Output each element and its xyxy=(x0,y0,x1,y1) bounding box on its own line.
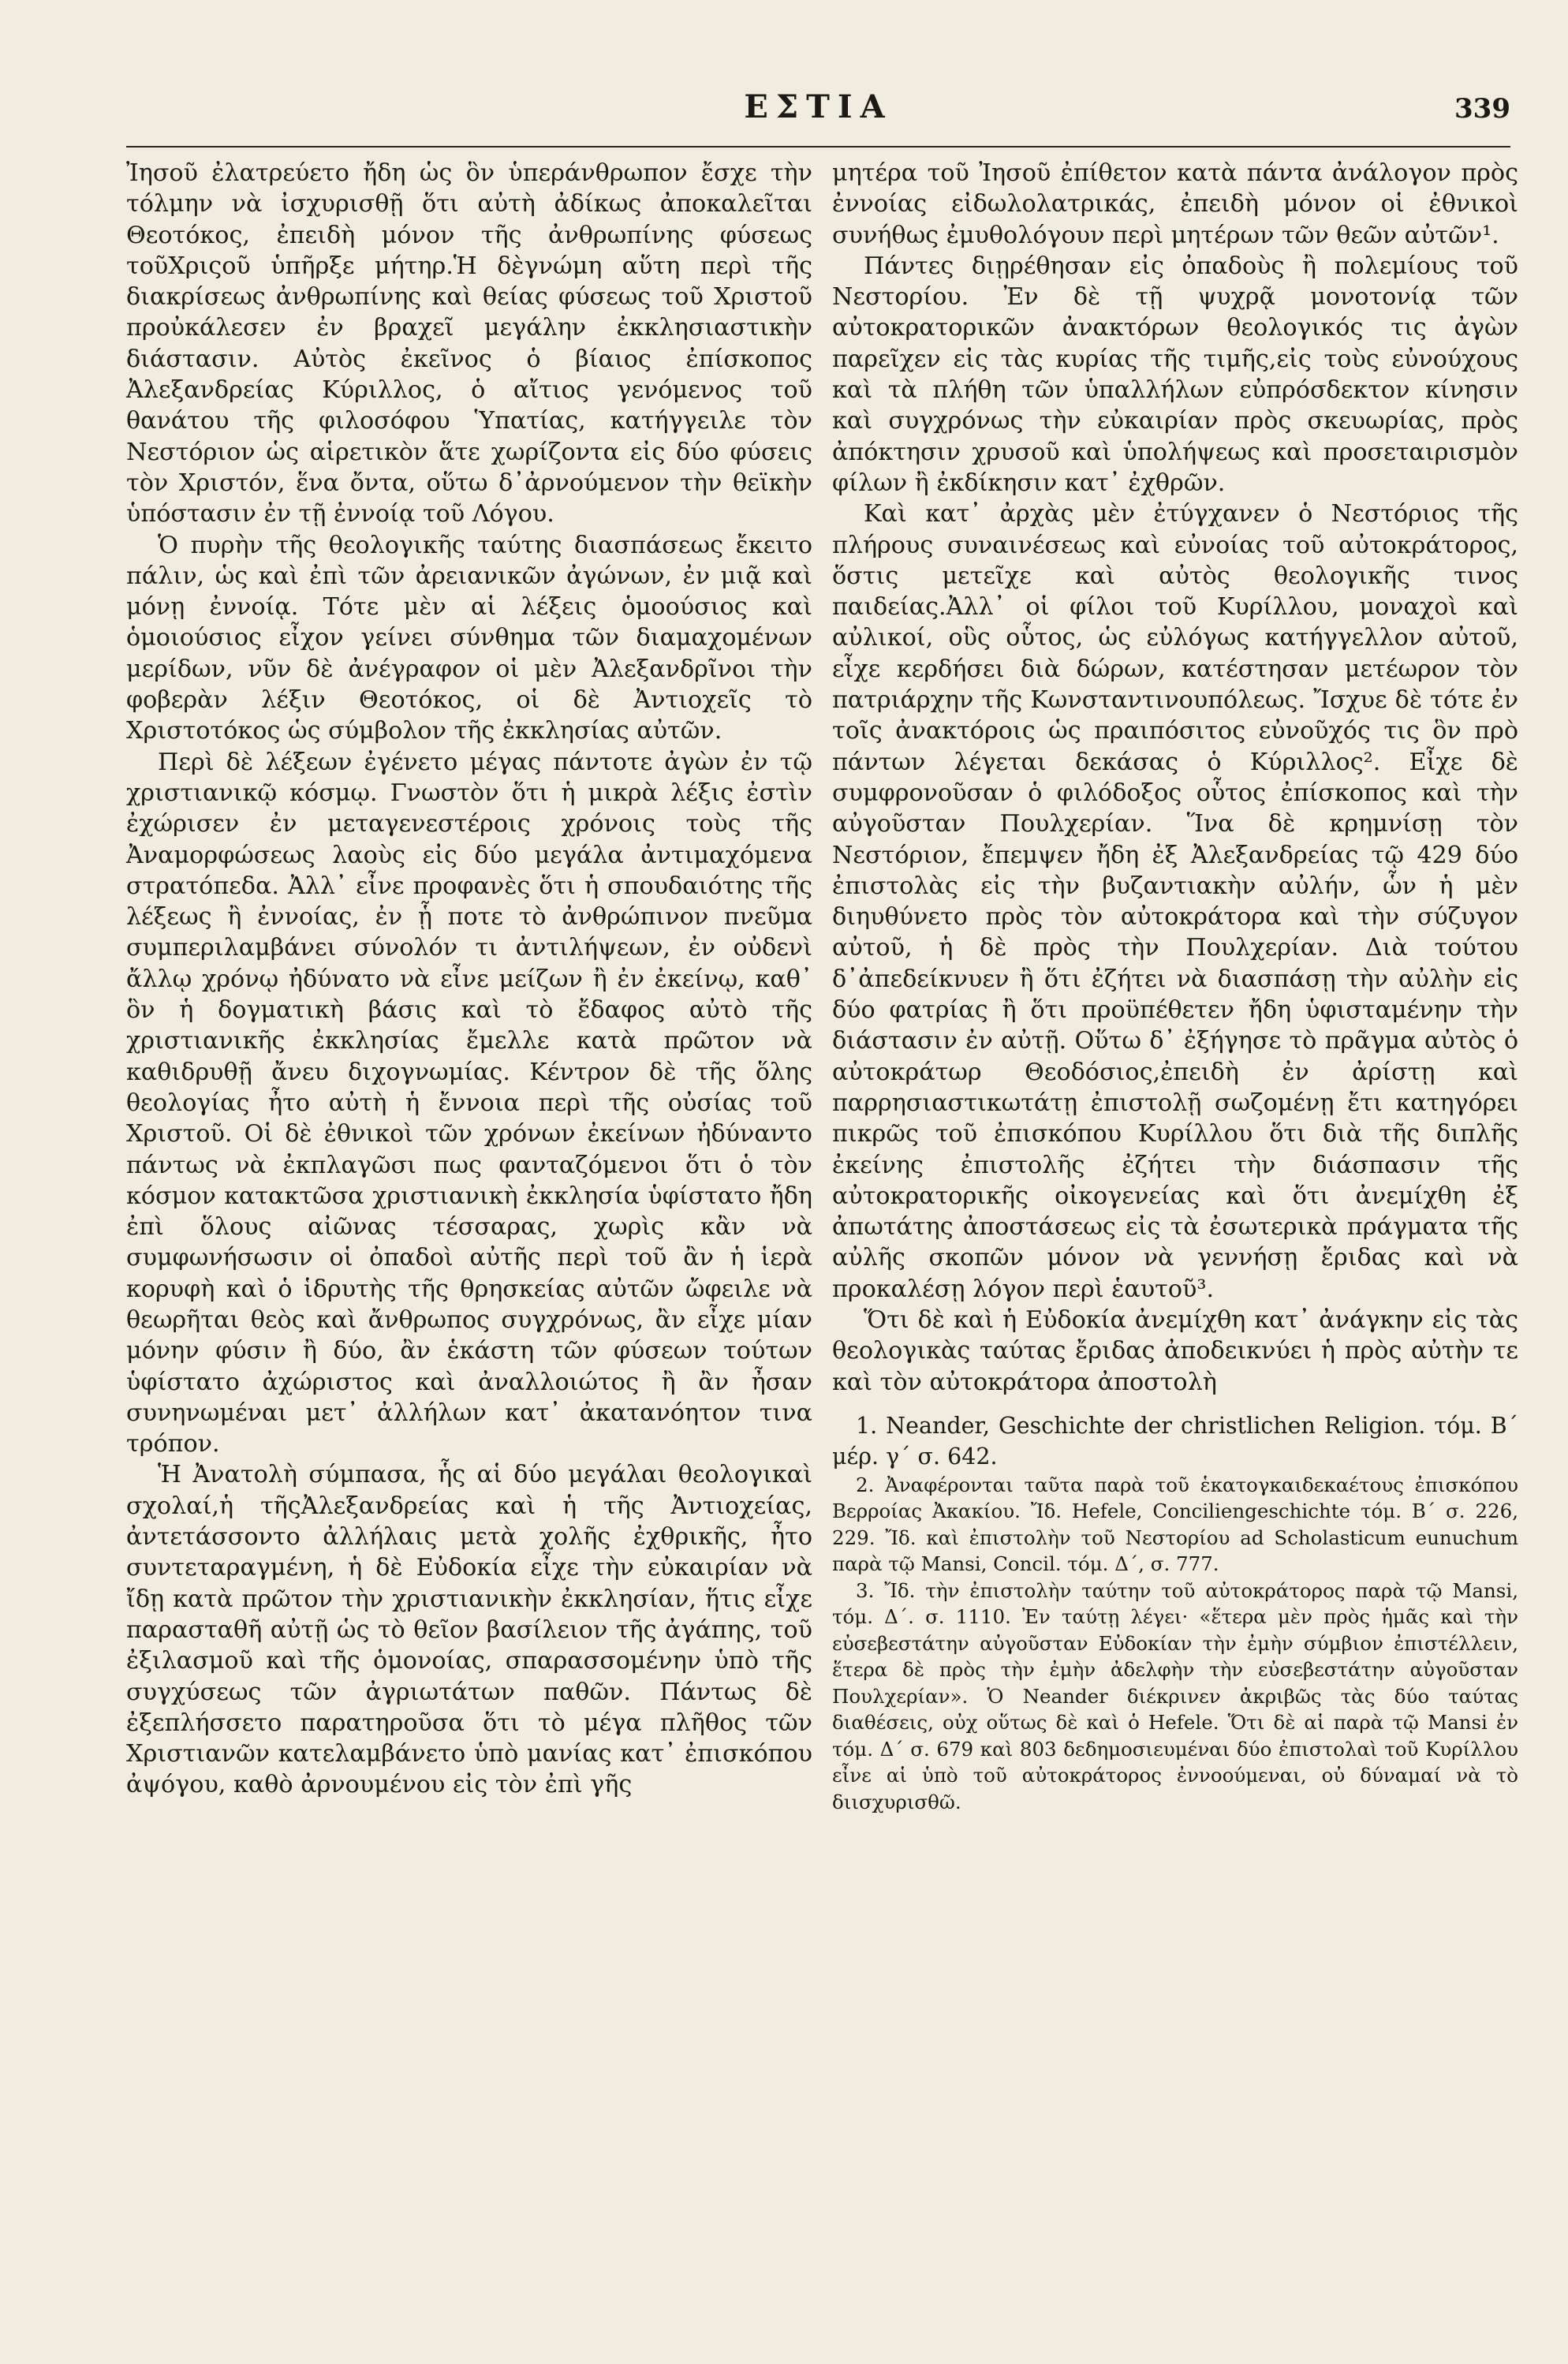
paragraph: μητέρα τοῦ Ἰησοῦ ἐπίθετον κατὰ πάντα ἀνάλογον πρὸς ἐννοίας εἰδωλολατρικάς, ἐπειδὴ μόνον οἱ ἐθνικοὶ συνήθως ἐμυθολόγουν περὶ μητέρων τῶν θεῶν αὐτῶν¹. xyxy=(832,159,1518,249)
paragraph: Ἡ Ἀνατολὴ σύμπασα, ἧς αἱ δύο μεγάλαι θεολογικαὶ σχολαί,ἡ τῆςἈλεξανδρείας καὶ ἡ τῆς Ἀντιοχείας, ἀντετάσσοντο ἀλλήλαις μετὰ χολῆς ἐχθρικῆς, ἦτο συντεταραγμένη, ἡ δὲ Εὐδοκία εἶχε τὴν εὐκαιρίαν νὰ ἴδῃ κατὰ πρῶτον τὴν χριστιανικὴν ἐκκλησίαν, ἥτις εἶχε παρασταθῆ αὐτῇ ὡς τὸ θεῖον βασίλειον τῆς ἀγάπης, τοῦ ἐξιλασμοῦ καὶ τῆς ὁμονοίας, σπαρασσομένην ὑπὸ τῆς συγχύσεως τῶν ἀγριωτάτων παθῶν. Πάντως δὲ ἐξεπλήσσετο παρατηροῦσα ὅτι τὸ μέγα πλῆθος τῶν Χριστιανῶν κατελαμβάνετο ὑπὸ μανίας κατ᾽ ἐπισκόπου ἀψόγου, καθὸ ἀρνουμένου εἰς τὸν ἐπὶ γῆς xyxy=(126,1461,812,1799)
paragraph: Καὶ κατ᾽ ἀρχὰς μὲν ἐτύγχανεν ὁ Νεστόριος τῆς πλήρους συναινέσεως καὶ εὐνοίας τοῦ αὐτοκράτορος, ὅστις μετεῖχε καὶ αὐτὸς θεολογικῆς τινος παιδείας.Ἀλλ᾽ οἱ φίλοι τοῦ Κυρίλλου, μοναχοὶ καὶ αὐλικοί, οὓς οὗτος, ὡς εὐλόγως κατήγγελλον αὐτοῦ, εἶχε κερδήσει διὰ δώρων, κατέστησαν μετέωρον τὸν πατριάρχην τῆς Κωνσταντινουπόλεως. Ἴσχυε δὲ τότε ἐν τοῖς ἀνακτόροις ὡς πραιπόσιτος εὐνοῦχός τις ὃν πρὸ πάντων λέγεται δεκάσας ὁ Κύριλλος². Εἶχε δὲ συμφρονοῦσαν ὁ φιλόδοξος οὗτος ἐπίσκοπος καὶ τὴν αὐγοῦσταν Πουλχερίαν. Ἵνα δὲ κρημνίσῃ τὸν Νεστόριον, ἔπεμψεν ἤδη ἐξ Ἀλεξανδρείας τῷ 429 δύο ἐπιστολὰς εἰς τὴν βυζαντιακὴν αὐλήν, ὧν ἡ μὲν διηυθύνετο πρὸς τὸν αὐτοκράτορα καὶ τὴν σύζυγον αὐτοῦ, ἡ δὲ πρὸς τὴν Πουλχερίαν. Διὰ τούτου δ᾽ἀπεδείκνυεν ἢ ὅτι ἐζήτει νὰ διασπάσῃ τὴν αὐλὴν εἰς δύο φατρίας ἢ ὅτι προϋπέθετεν ἤδη ὑφισταμένην τὴν διάστασιν ἐν αὐτῇ. Οὕτω δ᾽ ἐξήγησε τὸ πρᾶγμα αὐτὸς ὁ αὐτοκράτωρ Θεοδόσιος,ἐπειδὴ ἐν ἀρίστῃ καὶ παρρησιαστικωτάτῃ ἐπιστολῇ σωζομένῃ ἔτι κατηγόρει πικρῶς τοῦ ἐπισκόπου Κυρίλλου ὅτι διὰ τῆς διπλῆς ἐκείνης ἐπιστολῆς ἐζήτει τὴν διάσπασιν τῆς αὐτοκρατορικῆς οἰκογενείας καὶ ὅτι ἀνεμίχθη ἐξ ἀπωτάτης ἀποστάσεως εἰς τὰ ἐσωτερικὰ πράγματα τῆς αὐλῆς σκοπῶν μόνον νὰ γεννήσῃ ἔριδας καὶ νὰ προκαλέσῃ λόγον περὶ ἑαυτοῦ³. xyxy=(832,500,1518,1303)
journal-title: ΕΣΤΙΑ xyxy=(744,88,893,125)
paragraph: Πάντες διῃρέθησαν εἰς ὀπαδοὺς ἢ πολεμίους τοῦ Νεστορίου. Ἐν δὲ τῇ ψυχρᾷ μονοτονίᾳ τῶν αὐτοκρατορικῶν ἀνακτόρων θεολογικός τις ἀγὼν παρεῖχεν εἰς τὰς κυρίας τῆς τιμῆς,εἰς τοὺς εὐνούχους καὶ τὰ πλήθη τῶν ὑπαλλήλων εὐπρόσδεκτον κίνησιν καὶ συγχρόνως τὴν εὐκαιρίαν πρὸς σκευωρίας, πρὸς ἀπόκτησιν χρυσοῦ καὶ ὑπολήψεως καὶ προσεταιρισμὸν φίλων ἢ ἐκδίκησιν κατ᾽ ἐχθρῶν. xyxy=(832,252,1518,497)
right-column xyxy=(832,158,1518,1815)
footnote: 2. Ἀναφέρονται ταῦτα παρὰ τοῦ ἑκατογκαιδεκαέτους ἐπισκόπου Βερροίας Ἀκακίου. Ἴδ. Hefele, Conciliengeschichte τόμ. Β´ σ. 226, 229. Ἴδ. καὶ ἐπιστολὴν τοῦ Νεστορίου ad Scholasticum eunuchum παρὰ τῷ Mansi, Concil. τόμ. Δ´, σ. 777. xyxy=(832,1473,1518,1576)
footnote: 3. Ἴδ. τὴν ἐπιστολὴν ταύτην τοῦ αὐτοκράτορος παρὰ τῷ Mansi, τόμ. Δ´. σ. 1110. Ἐν ταύτῃ λέγει· «ἕτερα μὲν πρὸς ἡμᾶς καὶ τὴν εὐσεβεστάτην αὐγοῦσταν Εὐδοκίαν τὴν ἐμὴν σύμβιον ἐπιστέλλειν, ἕτερα δὲ πρὸς τὴν ἐμὴν ἀδελφὴν τὴν εὐσεβεστάτην αὐγοῦσταν Πουλχερίαν». Ὁ Neander διέκρινεν ἀκριβῶς τὰς δύο ταύτας διαθέσεις, οὐχ οὕτως δὲ καὶ ὁ Hefele. Ὅτι δὲ αἱ παρὰ τῷ Mansi ἐν τόμ. Δ´ σ. 679 καὶ 803 δεδημοσιευμέναι δύο ἐπιστολαὶ τοῦ Κυρίλλου εἶνε αἱ ὑπὸ τοῦ αὐτοκράτορος ἐννοούμεναι, οὐ δύναμαί νὰ τὸ διισχυρισθῶ. xyxy=(832,1578,1518,1813)
footnote: 1. Neander, Geschichte der christlichen Religion. τόμ. Β´ μέρ. γ´ σ. 642. xyxy=(832,1412,1518,1470)
header-rule xyxy=(126,146,1510,148)
paragraph: Περὶ δὲ λέξεων ἐγένετο μέγας πάντοτε ἀγὼν ἐν τῷ χριστιανικῷ κόσμῳ. Γνωστὸν ὅτι ἡ μικρὰ λέξις ἐστὶν ἐχώρισεν ἐν μεταγενεστέροις χρόνοις τοὺς τῆς Ἀναμορφώσεως λαοὺς εἰς δύο μεγάλα ἀντιμαχόμενα στρατόπεδα. Ἀλλ᾽ εἶνε προφανὲς ὅτι ἡ σπουδαιότης τῆς λέξεως ἢ ἐννοίας, ἐν ᾗ ποτε τὸ ἀνθρώπινον πνεῦμα συμπεριλαμβάνει σύνολόν τι ἀντιλήψεων, ἐν οὐδενὶ ἄλλῳ χρόνῳ ἠδύνατο νὰ εἶνε μείζων ἢ ἐν ἐκείνῳ, καθ᾽ ὃν ἡ δογματικὴ βάσις καὶ τὸ ἔδαφος αὐτὸ τῆς χριστιανικῆς ἐκκλησίας ἔμελλε κατὰ πρῶτον νὰ καθιδρυθῇ ἄνευ διχογνωμίας. Κέντρον δὲ τῆς ὅλης θεολογίας ἦτο αὐτὴ ἡ ἔννοια περὶ τῆς οὐσίας τοῦ Χριστοῦ. Οἱ δὲ ἐθνικοὶ τῶν χρόνων ἐκείνων ἠδύναντο πάντως νὰ ἐκπλαγῶσι πως φανταζόμενοι ὅτι ὁ τὸν κόσμον κατακτῶσα χριστιανικὴ ἐκκλησία ὑφίστατο ἤδη ἐπὶ ὅλους αἰῶνας τέσσαρας, χωρὶς κἂν νὰ συμφωνήσωσιν οἱ ὀπαδοὶ αὐτῆς περὶ τοῦ ἂν ἡ ἱερὰ κορυφὴ καὶ ὁ ἱδρυτὴς τῆς θρησκείας αὐτῶν ὤφειλε νὰ θεωρῆται θεὸς καὶ ἄνθρωπος συγχρόνως, ἂν εἶχε μίαν μόνην φύσιν ἢ δύο, ἂν ἑκάστη τῶν φύσεων τούτων ὑφίστατο ἀχώριστος καὶ ἀναλλοιώτος ἢ ἂν ἦσαν συνηνωμέναι μετ᾽ ἀλλήλων κατ᾽ ἀκατανόητον τινα τρόπον. xyxy=(126,748,812,1458)
left-column xyxy=(126,158,812,1801)
paragraph: Ὅτι δὲ καὶ ἡ Εὐδοκία ἀνεμίχθη κατ᾽ ἀνάγκην εἰς τὰς θεολογικὰς ταύτας ἔριδας ἀποδεικνύει ἡ πρὸς αὐτὴν τε καὶ τὸν αὐτοκράτορα ἀποστολὴ xyxy=(832,1305,1518,1396)
paragraph: Ὁ πυρὴν τῆς θεολογικῆς ταύτης διασπάσεως ἔκειτο πάλιν, ὡς καὶ ἐπὶ τῶν ἀρειανικῶν ἀγώνων, ἐν μιᾷ καὶ μόνῃ ἐννοίᾳ. Τότε μὲν αἱ λέξεις ὁμοούσιος καὶ ὁμοιούσιος εἶχον γείνει σύνθημα τῶν διαμαχομένων μερίδων, νῦν δὲ ἀνέγραφον οἱ μὲν Ἀλεξανδρῖνοι τὴν φοβερὰν λέξιν Θεοτόκος, οἱ δὲ Ἀντιοχεῖς τὸ Χριστοτόκος ὡς σύμβολον τῆς ἐκκλησίας αὐτῶν. xyxy=(126,531,812,745)
page-number: 339 xyxy=(1454,93,1510,125)
paragraph: Ἰησοῦ ἐλατρεύετο ἤδη ὡς ὃν ὑπεράνθρωπον ἔσχε τὴν τόλμην νὰ ἰσχυρισθῇ ὅτι αὐτὴ ἀδίκως ἀποκαλεῖται Θεοτόκος, ἐπειδὴ μόνον τῆς ἀνθρωπίνης φύσεως τοῦΧριςοῦ ὑπῆρξε μήτηρ.Ἡ δὲγνώμη αὕτη περὶ τῆς διακρίσεως ἀνθρωπίνης καὶ θείας φύσεως τοῦ Χριστοῦ προὐκάλεσεν ἐν βραχεῖ μεγάλην ἐκκλησιαστικὴν διάστασιν. Αὐτὸς ἐκεῖνος ὁ βίαιος ἐπίσκοπος Ἀλεξανδρείας Κύριλλος, ὁ αἴτιος γενόμενος τοῦ θανάτου τῆς φιλοσόφου Ὑπατίας, κατήγγειλε τὸν Νεστόριον ὡς αἱρετικὸν ἅτε χωρίζοντα εἰς δύο φύσεις τὸν Χριστόν, ἕνα ὄντα, οὕτω δ᾽ἀρνούμενον τὴν θεϊκὴν ὑπόστασιν ἐν τῇ ἐννοίᾳ τοῦ Λόγου. xyxy=(126,159,812,528)
running-header xyxy=(126,88,1510,136)
footnotes xyxy=(832,1410,1518,1816)
